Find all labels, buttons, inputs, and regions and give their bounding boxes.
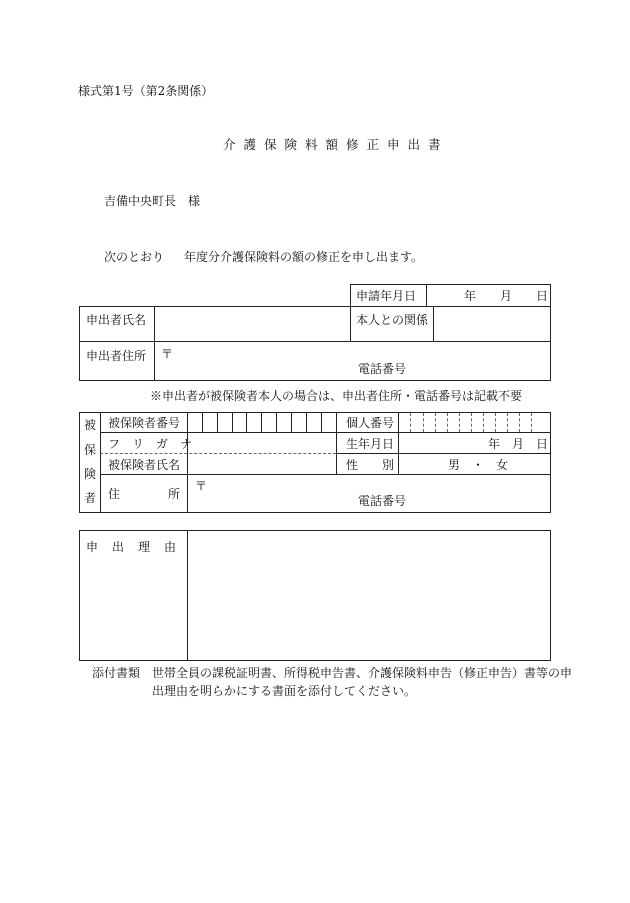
applicant-postal-mark: 〒 [161,347,174,361]
birth-month-unit: 月 [512,437,525,451]
insured-side-label-2: 保 [84,443,97,457]
reason-field[interactable] [188,531,549,659]
reason-label: 申 出 理 由 [86,540,178,554]
intro-suffix: 年度分介護保険料の額の修正を申し出ます。 [184,250,424,264]
insured-name-label: 被保険者氏名 [108,458,181,472]
birth-year-unit: 年 [488,437,501,451]
application-date-label: 申請年月日 [356,289,417,303]
insured-side-label-1: 被 [84,418,97,432]
birth-date-label: 生年月日 [346,437,395,451]
insured-side-label-3: 険 [84,467,97,481]
application-date-field[interactable] [427,285,549,306]
sex-label: 性 別 [346,458,395,472]
insured-number-field[interactable] [188,413,335,432]
attachments-label: 添付書類 [92,666,141,680]
applicant-name-field[interactable] [155,307,349,340]
attachments-line-2: 出理由を明らかにする書面を添付してください。 [152,684,417,698]
relation-field[interactable] [434,307,549,340]
relation-label: 本人との関係 [356,313,429,327]
personal-number-field[interactable] [399,413,549,432]
date-year-unit: 年 [464,289,477,303]
insured-phone-label: 電話番号 [358,494,407,508]
birth-day-unit: 日 [536,437,549,451]
page-title: 介護保険料額修正申出書 [223,137,449,152]
applicant-phone-label: 電話番号 [358,362,407,376]
insured-number-label: 被保険者番号 [108,416,181,430]
addressee: 吉備中央町長 様 [104,194,201,208]
applicant-address-label: 申出者住所 [86,349,147,363]
personal-number-label: 個人番号 [346,416,395,430]
insured-postal-mark: 〒 [195,479,208,493]
attachments-line-1: 世帯全員の課税証明書、所得税申告書、介護保険料申告（修正申告）書等の申 [152,666,573,680]
insured-name-field[interactable] [188,455,335,473]
birth-date-field[interactable] [399,433,479,452]
form-number: 様式第1号（第2条関係） [78,84,214,98]
insured-address-label: 住 所 [108,487,181,501]
applicant-name-label: 申出者氏名 [86,313,147,327]
applicant-address-field[interactable] [175,342,549,379]
insured-address-field[interactable] [210,475,549,511]
note-text: ※申出者が被保険者本人の場合は、申出者住所・電話番号は記載不要 [150,389,523,403]
sex-options[interactable]: 男 ・ 女 [448,458,509,472]
date-day-unit: 日 [536,289,549,303]
kana-field[interactable] [188,433,335,452]
insured-side-label-4: 者 [84,491,97,505]
intro-prefix: 次のとおり [104,250,165,264]
kana-label: フ リ ガ ナ [108,437,193,451]
date-month-unit: 月 [500,289,513,303]
